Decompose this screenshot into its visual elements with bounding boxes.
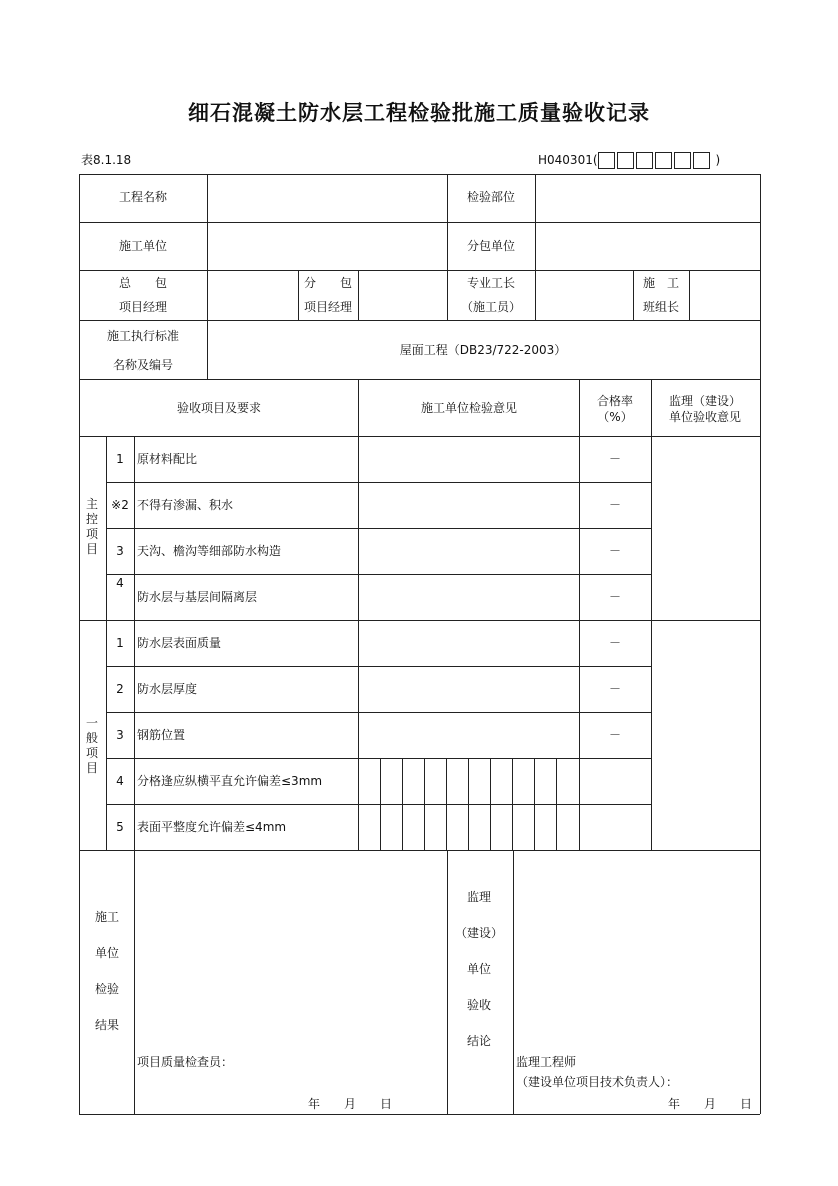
- main-item-rate: －: [608, 452, 622, 466]
- general-item-rate: －: [608, 682, 622, 696]
- main-item-no: 1: [116, 452, 124, 466]
- general-item-no: 4: [116, 774, 124, 788]
- general-item-rate: －: [608, 636, 622, 650]
- code-box[interactable]: [693, 152, 710, 169]
- main-item-rate: －: [608, 590, 622, 604]
- code-box[interactable]: [674, 152, 691, 169]
- date-left: 年 月 日: [308, 1097, 393, 1111]
- inspect-part-label: 检验部位: [466, 190, 516, 204]
- general-item-text: 表面平整度允许偏差≤4mm: [137, 820, 287, 834]
- general-item-text: 防水层表面质量: [137, 636, 222, 650]
- supervisor-header-1: 监理（建设）: [668, 394, 742, 408]
- supervisor-header-2: 单位验收意见: [668, 410, 742, 424]
- main-item-text: 天沟、檐沟等细部防水构造: [137, 544, 282, 558]
- conclusion-label: 验收: [466, 998, 492, 1012]
- main-item-text: 原材料配比: [137, 452, 198, 466]
- general-item-rate: －: [608, 728, 622, 742]
- general-item-no: 3: [116, 728, 124, 742]
- team-leader-label-1: 施 工: [642, 276, 680, 290]
- main-section-label: 主控项目: [85, 497, 98, 556]
- team-leader-label-2: 班组长: [642, 300, 680, 314]
- date-right: 年 月 日: [668, 1097, 753, 1111]
- code-box[interactable]: [617, 152, 634, 169]
- general-item-text: 分格逢应纵横平直允许偏差≤3mm: [137, 774, 323, 788]
- code-box[interactable]: [655, 152, 672, 169]
- foreman-label-1: 专业工长: [466, 276, 516, 290]
- main-item-text: 防水层与基层间隔离层: [137, 590, 258, 604]
- conclusion-label: 监理: [466, 890, 492, 904]
- sub-pm-label-1: 分 包: [303, 276, 353, 290]
- conclusion-label: 结论: [466, 1034, 492, 1048]
- main-item-rate: －: [608, 544, 622, 558]
- page-title: 细石混凝土防水层工程检验批施工质量验收记录: [188, 101, 650, 125]
- result-label: 施工: [94, 910, 120, 924]
- code-box[interactable]: [636, 152, 653, 169]
- subcontractor-field[interactable]: [538, 224, 758, 268]
- general-item-no: 1: [116, 636, 124, 650]
- project-name-field[interactable]: [210, 176, 445, 220]
- result-label: 检验: [94, 982, 120, 996]
- pass-rate-header-2: （%）: [597, 410, 633, 424]
- gc-pm-label-1: 总 包: [118, 276, 168, 290]
- gc-pm-label-2: 项目经理: [118, 300, 168, 314]
- main-item-no: 4: [116, 576, 124, 590]
- general-item-text: 钢筋位置: [137, 728, 186, 742]
- standard-label-1: 施工执行标准: [106, 329, 180, 343]
- subcontractor-label: 分包单位: [466, 239, 516, 253]
- pass-rate-header-1: 合格率: [596, 394, 634, 408]
- foreman-label-2: （施工员）: [460, 300, 522, 314]
- code-box[interactable]: [598, 152, 615, 169]
- inspector-label: 项目质量检查员：: [137, 1055, 234, 1069]
- general-item-no: 2: [116, 682, 124, 696]
- contractor-field[interactable]: [210, 224, 445, 268]
- conclusion-label: 单位: [466, 962, 492, 976]
- record-code: [538, 152, 720, 169]
- standard-value: 屋面工程（DB23/722-2003）: [399, 343, 567, 357]
- items-column-header: 验收项目及要求: [176, 401, 262, 415]
- sub-pm-label-2: 项目经理: [303, 300, 353, 314]
- main-item-text: 不得有渗漏、积水: [137, 498, 234, 512]
- general-item-text: 防水层厚度: [137, 682, 198, 696]
- engineer-label: 监理工程师: [516, 1055, 577, 1069]
- result-label: 结果: [94, 1018, 120, 1032]
- general-section-label: 一般项目: [85, 716, 98, 775]
- table-number: 表8.1.18: [81, 153, 132, 167]
- engineer-note: （建设单位项目技术负责人）：: [516, 1075, 679, 1089]
- conclusion-label: （建设）: [454, 926, 504, 940]
- inspect-part-field[interactable]: [538, 176, 758, 220]
- project-name-label: 工程名称: [118, 190, 168, 204]
- main-item-no: ※2: [111, 498, 129, 512]
- code-prefix: H040301(: [538, 153, 598, 167]
- contractor-opinion-header: 施工单位检验意见: [420, 401, 518, 415]
- general-item-no: 5: [116, 820, 124, 834]
- result-label: 单位: [94, 946, 120, 960]
- code-suffix: ): [715, 153, 721, 167]
- main-item-rate: －: [608, 498, 622, 512]
- standard-label-2: 名称及编号: [112, 358, 174, 372]
- contractor-label: 施工单位: [118, 239, 168, 253]
- main-item-no: 3: [116, 544, 124, 558]
